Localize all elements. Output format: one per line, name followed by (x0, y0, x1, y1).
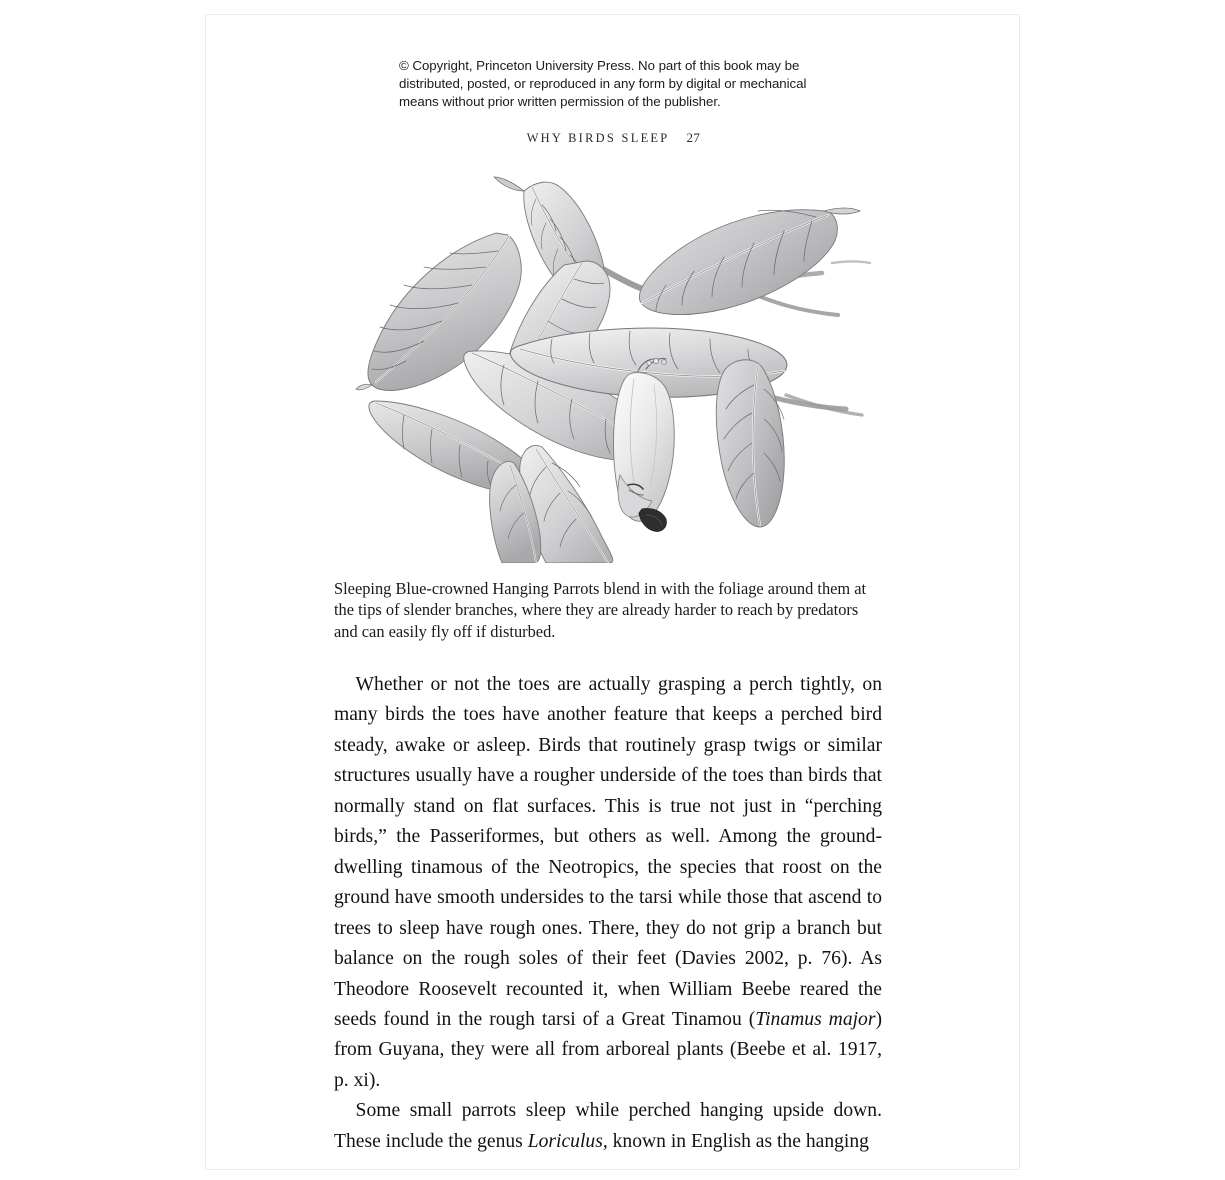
page-number: 27 (686, 130, 701, 145)
paragraph-2-part-2: , known in English as the hanging (602, 1130, 869, 1152)
paragraph-2-part-1: Some small parrots sleep while perched hanging upside down. These include the genus (334, 1100, 882, 1152)
paragraph-1-part-1: Whether or not the toes are actually grasping a perch tightly, on many birds the toes have another feature that keeps a perched bird steady, awake or asleep. Birds that routinely grasp twigs or similar structures usually have a rougher underside of the toes than birds that normally stand on flat surfaces. This is true not just in “perching birds,” the Passeriformes, but others as well. Among the ground-dwelling tinamous of the Neotropics, the species that roost on the ground have smooth undersides to the tarsi while those that ascend to trees to sleep have rough ones. There, they do not grip a branch but balance on the rough soles of their feet (Davies 2002, p. 76). As Theodore Roosevelt recounted it, when William Beebe reared the seeds found in the rough tarsi of a Great Tinamou ( (334, 674, 882, 1030)
body-text (334, 670, 882, 1157)
book-page (205, 14, 1020, 1170)
paragraph-hanging-parrots (334, 1096, 882, 1157)
paragraph-toes-and-tarsi (334, 670, 882, 1096)
copyright-notice: © Copyright, Princeton University Press. No part of this book may be distributed, posted, or reproduced in any form by digital or mechanical means without prior written permission of the publisher. (399, 58, 807, 110)
figure-caption: Sleeping Blue-crowned Hanging Parrots blend in with the foliage around them at the tips of slender branches, where they are already harder to reach by predators and can easily fly off if disturbed. (334, 579, 867, 641)
running-head-title: WHY BIRDS SLEEP (526, 131, 670, 145)
species-name-tinamus-major: Tinamus major (755, 1008, 876, 1030)
parrot-foliage-illustration (346, 163, 876, 563)
genus-name-loriculus: Loriculus (527, 1130, 603, 1152)
running-head (206, 130, 1021, 146)
paragraph-1-part-2: ) from Guyana, they were all from arboreal plants (Beebe et al. 1917, p. xi). (334, 1008, 883, 1091)
